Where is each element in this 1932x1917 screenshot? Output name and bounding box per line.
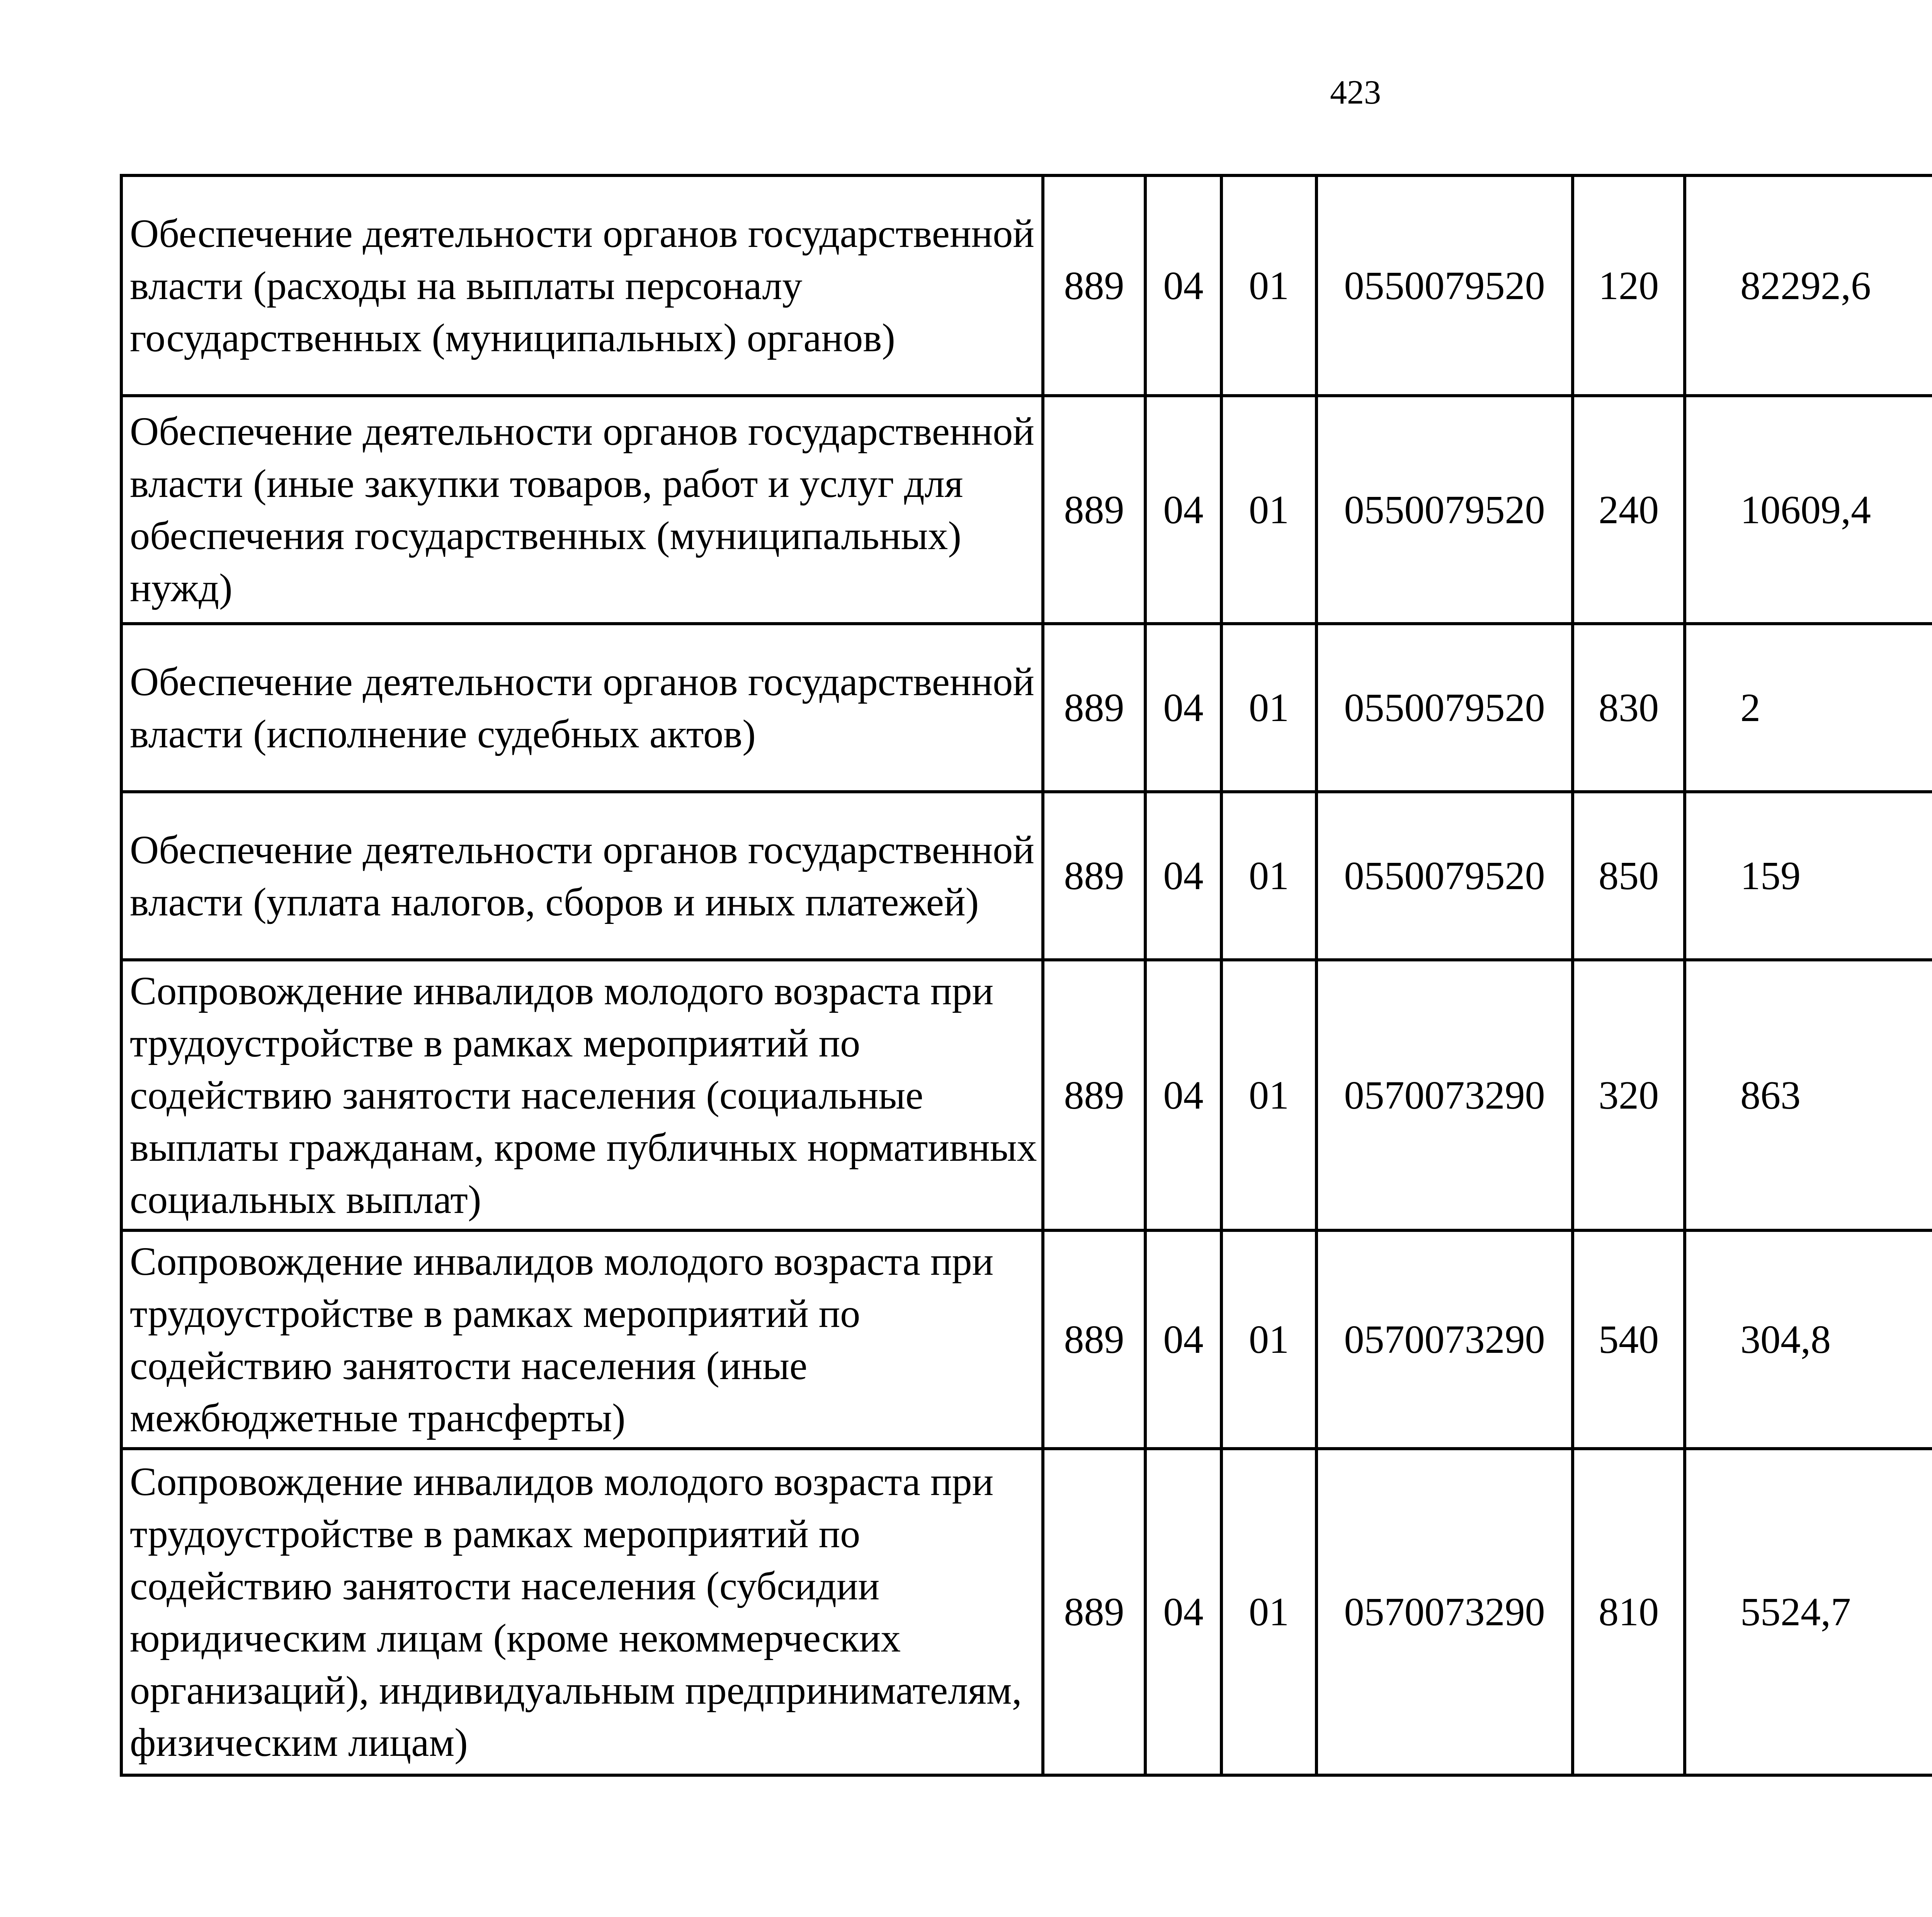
description-cell: Обеспечение деятельности органов государственной власти (исполнение судебных актов)	[121, 624, 1043, 792]
expense-type-cell: 810	[1573, 1449, 1685, 1775]
section-code-cell: 04	[1145, 960, 1221, 1230]
description-cell: Обеспечение деятельности органов государственной власти (расходы на выплаты персоналу государственных (муниципальных) органов)	[121, 175, 1043, 396]
section-code-cell: 04	[1145, 1230, 1221, 1449]
table-row	[121, 1230, 1932, 1449]
description-cell: Сопровождение инвалидов молодого возраста при трудоустройстве в рамках мероприятий по содействию занятости населения (социальные выплаты гражданам, кроме публичных нормативных социальных выплат)	[121, 960, 1043, 1230]
section-code-cell: 04	[1145, 175, 1221, 396]
ministry-code-cell: 889	[1043, 1230, 1145, 1449]
table-row	[121, 960, 1932, 1230]
amount-year1-cell: 5524,7	[1685, 1449, 1932, 1775]
target-article-cell: 0550079520	[1316, 792, 1573, 960]
table-row	[121, 396, 1932, 624]
target-article-cell: 0570073290	[1316, 1230, 1573, 1449]
subsection-code-cell: 01	[1221, 960, 1316, 1230]
target-article-cell: 0570073290	[1316, 960, 1573, 1230]
section-code-cell: 04	[1145, 396, 1221, 624]
section-code-cell: 04	[1145, 624, 1221, 792]
subsection-code-cell: 01	[1221, 396, 1316, 624]
amount-year1-cell: 2	[1685, 624, 1932, 792]
amount-year1-cell: 159	[1685, 792, 1932, 960]
subsection-code-cell: 01	[1221, 175, 1316, 396]
ministry-code-cell: 889	[1043, 960, 1145, 1230]
description-cell: Обеспечение деятельности органов государственной власти (иные закупки товаров, работ и услуг для обеспечения государственных (муниципальных) нужд)	[121, 396, 1043, 624]
subsection-code-cell: 01	[1221, 792, 1316, 960]
section-code-cell: 04	[1145, 1449, 1221, 1775]
page-number: 423	[1330, 74, 1381, 111]
target-article-cell: 0550079520	[1316, 624, 1573, 792]
ministry-code-cell: 889	[1043, 624, 1145, 792]
table-row	[121, 1449, 1932, 1775]
target-article-cell: 0550079520	[1316, 396, 1573, 624]
expense-type-cell: 540	[1573, 1230, 1685, 1449]
amount-year1-cell: 10609,4	[1685, 396, 1932, 624]
amount-year1-cell: 82292,6	[1685, 175, 1932, 396]
table-row	[121, 624, 1932, 792]
subsection-code-cell: 01	[1221, 1230, 1316, 1449]
expense-type-cell: 850	[1573, 792, 1685, 960]
ministry-code-cell: 889	[1043, 792, 1145, 960]
table-row	[121, 175, 1932, 396]
amount-year1-cell: 863	[1685, 960, 1932, 1230]
expense-type-cell: 320	[1573, 960, 1685, 1230]
ministry-code-cell: 889	[1043, 175, 1145, 396]
target-article-cell: 0550079520	[1316, 175, 1573, 396]
ministry-code-cell: 889	[1043, 1449, 1145, 1775]
table-body	[121, 175, 1932, 1775]
budget-table	[120, 174, 1932, 1777]
description-cell: Сопровождение инвалидов молодого возраста при трудоустройстве в рамках мероприятий по содействию занятости населения (субсидии юридическим лицам (кроме некоммерческих организаций), индивидуальным предпринимателям, физическим лицам)	[121, 1449, 1043, 1775]
description-cell: Обеспечение деятельности органов государственной власти (уплата налогов, сборов и иных платежей)	[121, 792, 1043, 960]
section-code-cell: 04	[1145, 792, 1221, 960]
description-cell: Сопровождение инвалидов молодого возраста при трудоустройстве в рамках мероприятий по содействию занятости населения (иные межбюджетные трансферты)	[121, 1230, 1043, 1449]
expense-type-cell: 120	[1573, 175, 1685, 396]
ministry-code-cell: 889	[1043, 396, 1145, 624]
subsection-code-cell: 01	[1221, 624, 1316, 792]
expense-type-cell: 240	[1573, 396, 1685, 624]
target-article-cell: 0570073290	[1316, 1449, 1573, 1775]
expense-type-cell: 830	[1573, 624, 1685, 792]
table-row	[121, 792, 1932, 960]
amount-year1-cell: 304,8	[1685, 1230, 1932, 1449]
subsection-code-cell: 01	[1221, 1449, 1316, 1775]
